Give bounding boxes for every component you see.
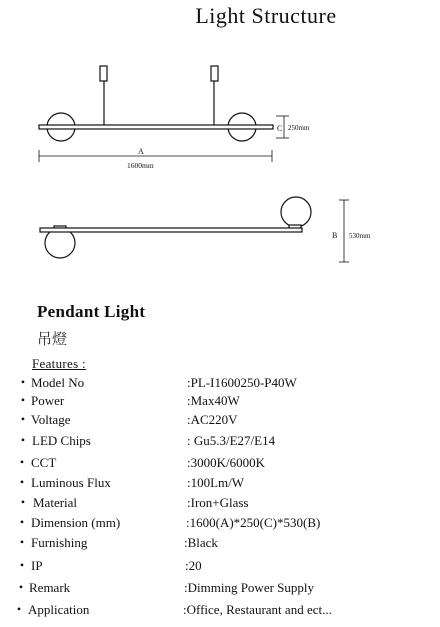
spec-row-voltage	[0, 412, 440, 430]
bullet: •	[20, 412, 26, 426]
bullet: •	[20, 375, 26, 389]
spec-label: Furnishing	[31, 535, 88, 550]
bullet: •	[19, 535, 25, 549]
spec-value: :Dimming Power Supply	[184, 580, 315, 595]
spec-label: Voltage	[31, 412, 71, 427]
dim-c-value: 250mm	[288, 124, 310, 132]
spec-value: :100Lm/W	[187, 475, 245, 490]
spec-row-cct	[0, 455, 440, 473]
spec-label: CCT	[31, 455, 57, 470]
spec-value: :20	[185, 558, 202, 573]
spec-label: Model No	[31, 375, 85, 390]
spec-label: Application	[28, 602, 90, 617]
spec-value: :1600(A)*250(C)*530(B)	[186, 515, 321, 530]
spec-label: Power	[31, 393, 65, 408]
product-name: Pendant Light	[37, 302, 146, 321]
page-title: Light Structure	[195, 3, 337, 28]
spec-row-furnishing	[0, 535, 440, 553]
spec-value: :Max40W	[187, 393, 240, 408]
spec-value: :Black	[184, 535, 218, 550]
bullet: •	[19, 475, 25, 489]
bullet: •	[19, 558, 25, 572]
spec-row-remark	[0, 580, 440, 598]
spec-row-luminous-flux	[0, 475, 440, 493]
spec-value: :AC220V	[187, 412, 238, 427]
spec-value: :Office, Restaurant and ect...	[183, 602, 332, 617]
product-name-cn: 吊燈	[37, 330, 68, 348]
features-heading: Features :	[32, 356, 86, 371]
dim-a-value: 1600mm	[127, 161, 154, 170]
spec-row-led-chips	[0, 433, 440, 451]
bullet: •	[20, 393, 26, 407]
dim-c-letter: C	[277, 124, 283, 133]
dim-a-letter: A	[138, 147, 144, 156]
bullet: •	[16, 602, 22, 616]
spec-row-application	[0, 602, 440, 620]
spec-row-model-no	[0, 375, 440, 393]
bullet: •	[19, 455, 25, 469]
spec-label: Material	[33, 495, 78, 510]
bullet: •	[20, 495, 26, 509]
spec-value: :3000K/6000K	[187, 455, 265, 470]
spec-label: LED Chips	[32, 433, 91, 448]
spec-row-ip	[0, 558, 440, 576]
spec-label: Luminous Flux	[31, 475, 111, 490]
spec-row-power	[0, 393, 440, 411]
spec-value: : Gu5.3/E27/E14	[187, 433, 276, 448]
spec-label: Dimension (mm)	[31, 515, 121, 530]
spec-value: :Iron+Glass	[187, 495, 249, 510]
spec-row-material	[0, 495, 440, 513]
spec-value: :PL-I1600250-P40W	[187, 375, 297, 390]
spec-row-dimension	[0, 515, 440, 533]
bullet: •	[18, 580, 24, 594]
spec-label: IP	[31, 558, 43, 573]
spec-label: Remark	[29, 580, 71, 595]
dim-b-value: 530mm	[349, 232, 371, 240]
bullet: •	[20, 433, 26, 447]
dim-b-letter: B	[332, 231, 338, 240]
bullet: •	[19, 515, 25, 529]
